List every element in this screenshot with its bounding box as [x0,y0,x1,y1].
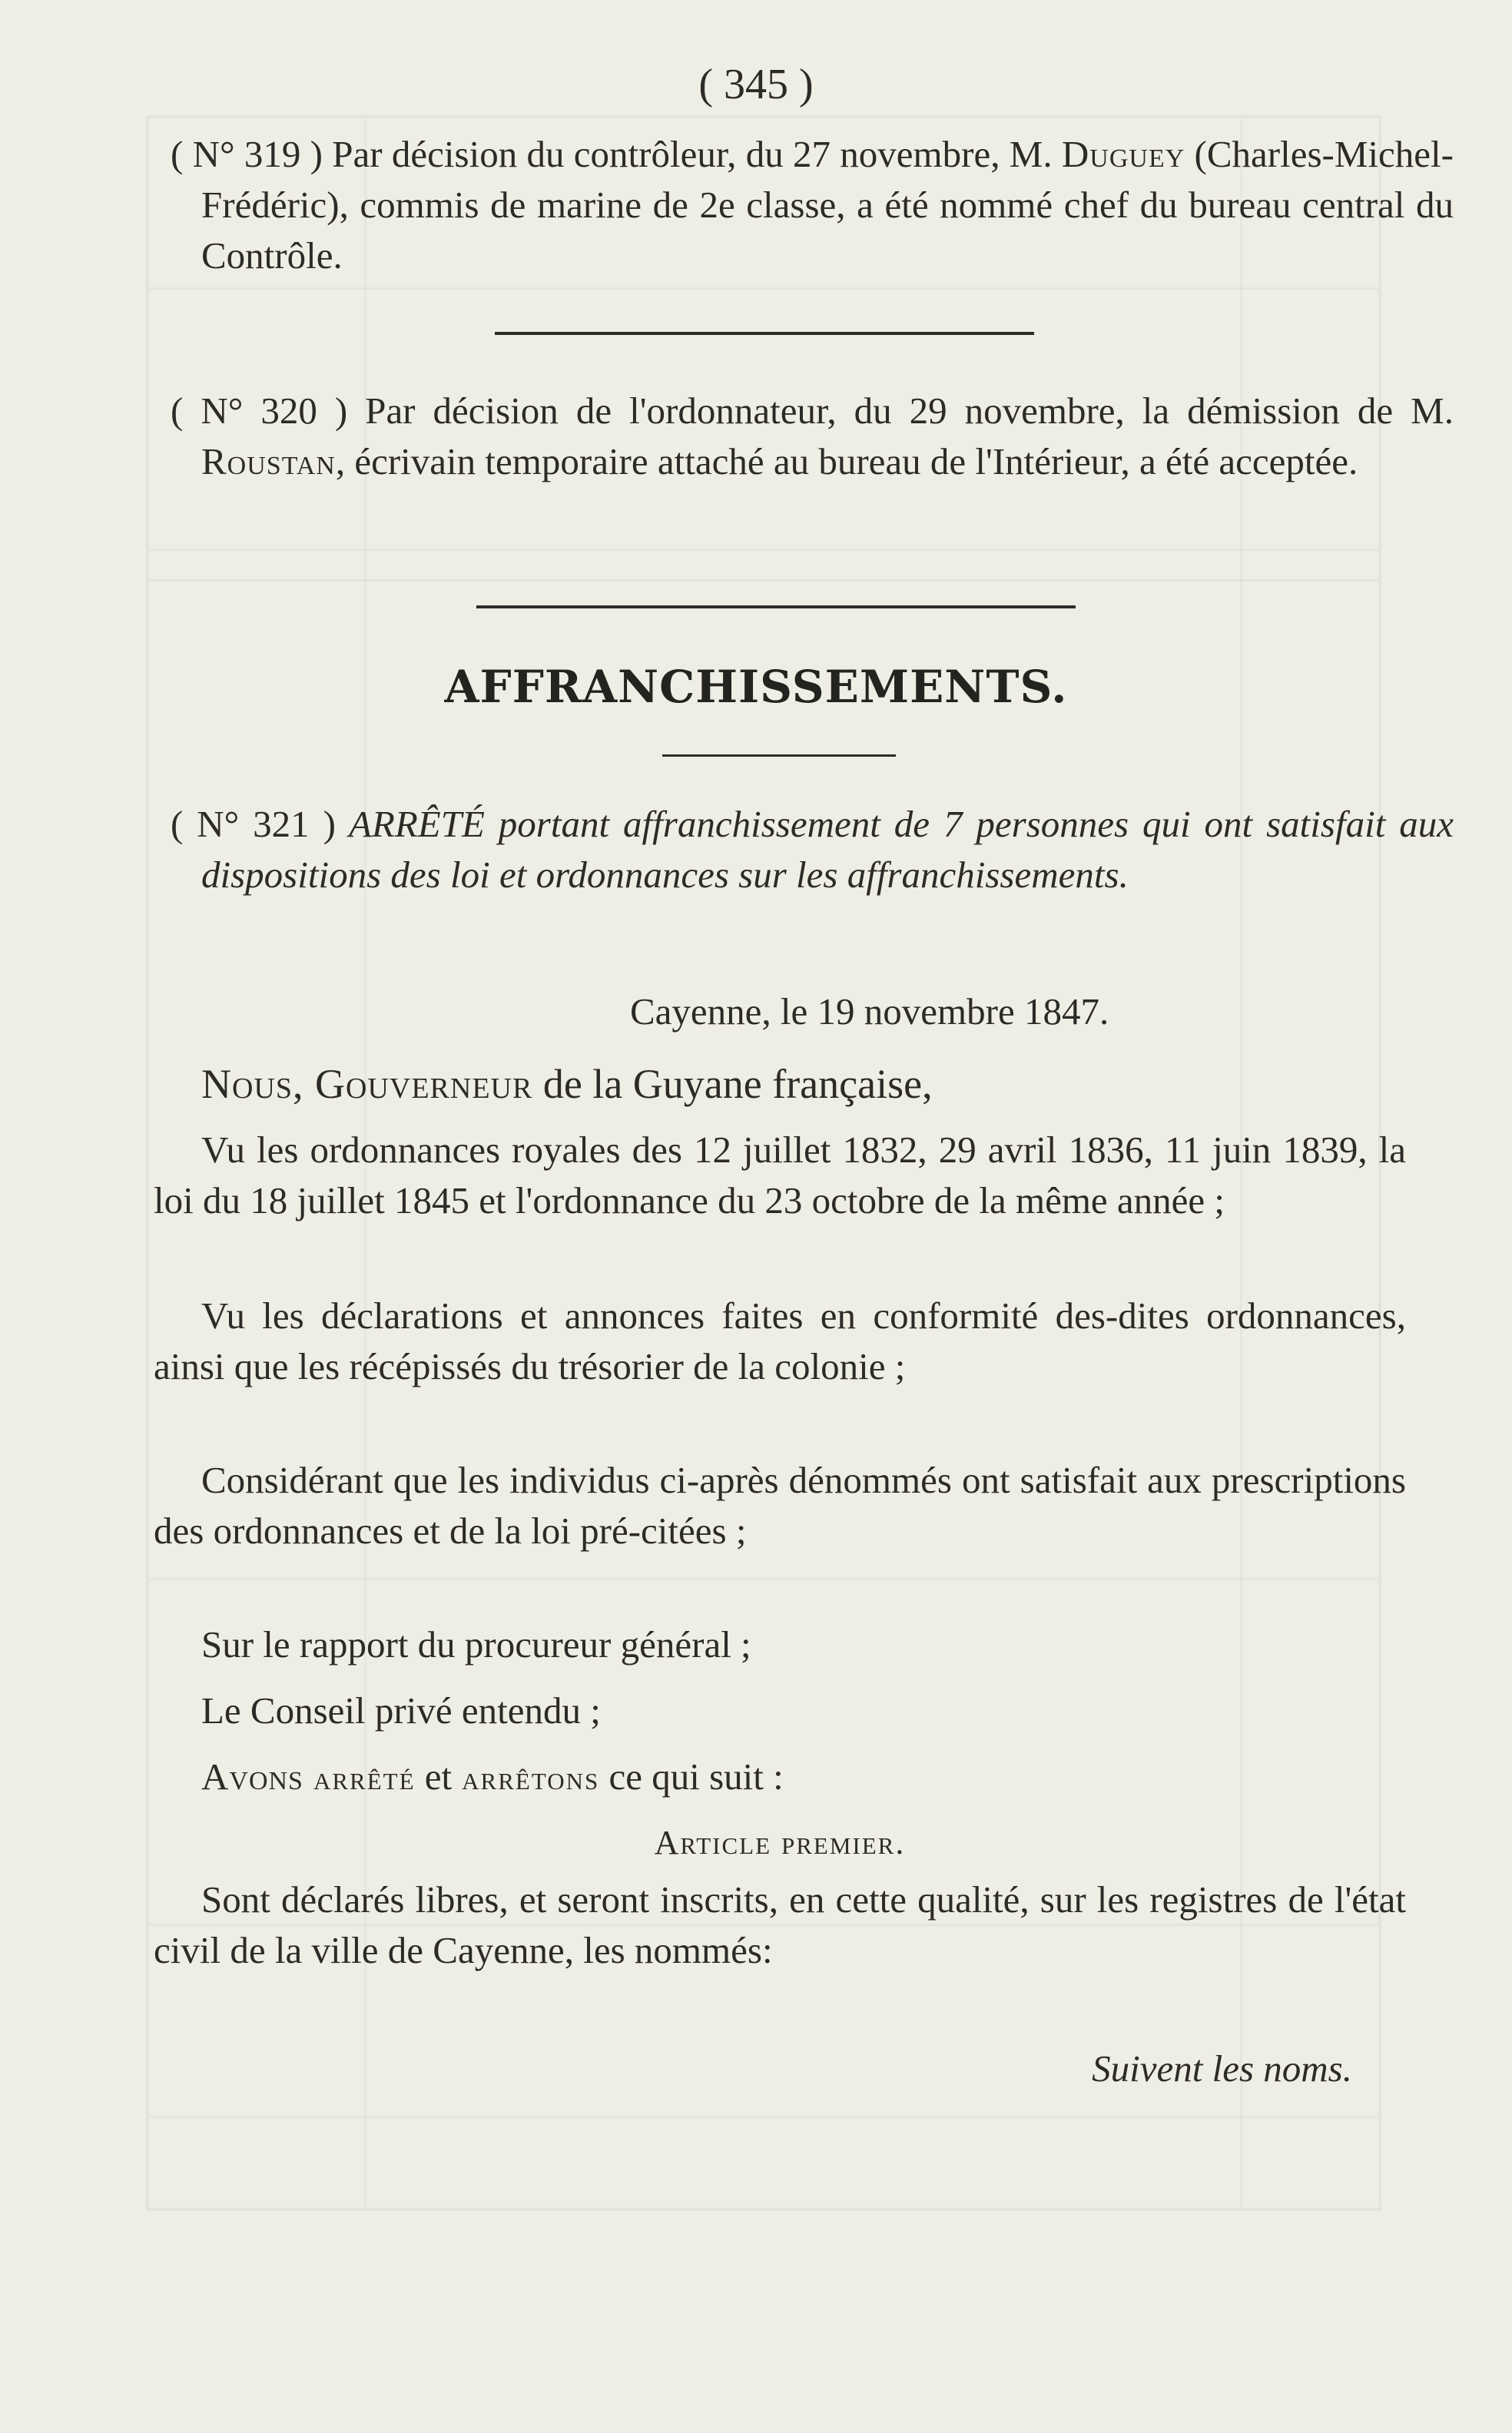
date-line: Cayenne, le 19 novembre 1847. [630,990,1109,1033]
section-heading: AFFRANCHISSEMENTS. [444,661,1068,713]
gouverneur-word: Gouverneur [303,1061,533,1107]
decision-number: ( N° 319 ) [171,133,323,175]
paragraph-conseil: Le Conseil privé entendu ; [201,1689,601,1732]
nous-word: Nous, [201,1061,304,1107]
separator-rule [476,605,1076,608]
arretons-word: arrêtons [452,1759,600,1797]
decision-text: Par décision de l'ordonnateur, du 29 novembre, la démission de M. [347,389,1454,432]
decision-text: Par décision du contrôleur, du 27 novembre, M. [323,133,1062,175]
separator-rule [495,332,1034,335]
avons-arrete-line [154,1752,1406,1804]
person-name: Duguey [1061,133,1185,175]
decision-text: , écrivain temporaire attaché au bureau de l'Intérieur, a été acceptée. [335,440,1358,482]
arrete-number: ( N° 321 ) [171,803,336,845]
decision-text: (Charles-Michel-Frédéric), commis de marine de 2e classe, a été nommé chef du bureau central du Contrôle. [201,133,1454,277]
heading-underline [662,754,896,757]
governor-line [154,1059,1406,1109]
governor-rest: de la Guyane française, [532,1061,933,1107]
page-number: ( 345 ) [698,61,814,108]
article-text: Sont déclarés libres, et seront inscrits, en cette qualité, sur les registres de l'état civil de la ville de Cayenne, les nommés: [154,1878,1406,1971]
decision-319 [154,129,1454,281]
paragraph-vu-ordonnances: Vu les ordonnances royales des 12 juillet 1832, 29 avril 1836, 11 juin 1839, la loi du 18 juillet 1845 et l'ordonnance du 23 octobre de la même année ; [154,1129,1406,1221]
person-name: Roustan [201,440,336,482]
suit-text: ce qui suit : [599,1755,784,1798]
arrete-321-title [154,799,1454,900]
closing-line: Suivent les noms. [1092,2047,1352,2090]
arrete-word: arrêté [303,1759,416,1797]
et-word: et [415,1755,453,1798]
article-heading: Article premier. [654,1824,906,1861]
decision-320 [154,386,1454,487]
avons-word: Avons [201,1755,303,1798]
paragraph-vu-declarations: Vu les déclarations et annonces faites en conformité des-dites ordonnances, ainsi que les récépissés du trésorier de la colonie ; [154,1294,1406,1387]
arrete-title: ARRÊTÉ portant affranchissement de 7 personnes qui ont satisfait aux dispositions des loi et ordonnances sur les affranchissements. [201,803,1454,896]
decision-number: ( N° 320 ) [171,389,348,432]
paragraph-sur-rapport: Sur le rapport du procureur général ; [201,1623,751,1666]
paragraph-considerant: Considérant que les individus ci-après dénommés ont satisfait aux prescriptions des ordonnances et de la loi pré-citées ; [154,1459,1406,1552]
